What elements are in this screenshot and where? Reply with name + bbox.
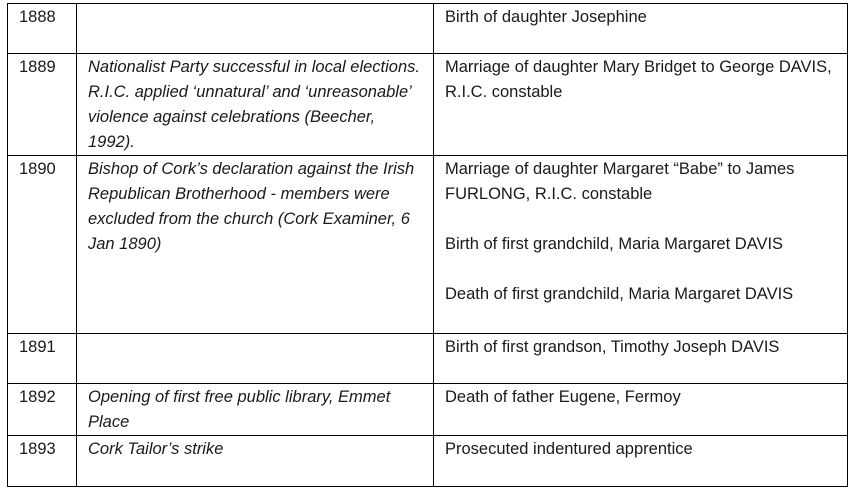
family-event: Death of father Eugene, Fermoy <box>445 388 681 406</box>
family-event: Marriage of daughter Mary Bridget to George DAVIS, R.I.C. constable <box>445 58 832 101</box>
family-event-cell <box>434 334 848 384</box>
year-cell: 1891 <box>8 334 77 384</box>
table-row <box>8 334 848 384</box>
context-cell <box>77 4 434 54</box>
family-event-cell <box>434 4 848 54</box>
family-event: Marriage of daughter Margaret “Babe” to James FURLONG, R.I.C. constable <box>445 160 795 203</box>
year-cell: 1890 <box>8 156 77 334</box>
table-row <box>8 4 848 54</box>
context-cell: Nationalist Party successful in local elections. R.I.C. applied ‘unnatural’ and ‘unreasonable’ violence against celebrations (Beecher, 1992). <box>77 54 434 156</box>
family-event-cell <box>434 156 848 334</box>
family-event-cell <box>434 436 848 487</box>
family-event: Birth of first grandson, Timothy Joseph DAVIS <box>445 338 780 356</box>
family-event-cell <box>434 384 848 436</box>
year-cell: 1888 <box>8 4 77 54</box>
table-row <box>8 54 848 156</box>
timeline-table <box>7 3 848 487</box>
year-cell: 1889 <box>8 54 77 156</box>
year-cell: 1893 <box>8 436 77 487</box>
context-cell: Cork Tailor’s strike <box>77 436 434 487</box>
context-cell <box>77 334 434 384</box>
family-event: Death of first grandchild, Maria Margaret DAVIS <box>445 285 794 303</box>
context-cell: Opening of first free public library, Emmet Place <box>77 384 434 436</box>
year-cell: 1892 <box>8 384 77 436</box>
family-event-cell <box>434 54 848 156</box>
family-event: Birth of first grandchild, Maria Margaret DAVIS <box>445 235 784 253</box>
family-event: Birth of daughter Josephine <box>445 8 647 26</box>
table-row <box>8 384 848 436</box>
table-row <box>8 436 848 487</box>
table-row <box>8 156 848 334</box>
family-event: Prosecuted indentured apprentice <box>445 440 693 458</box>
context-cell: Bishop of Cork’s declaration against the Irish Republican Brotherhood - members were excluded from the church (Cork Examiner, 6 Jan 1890) <box>77 156 434 334</box>
